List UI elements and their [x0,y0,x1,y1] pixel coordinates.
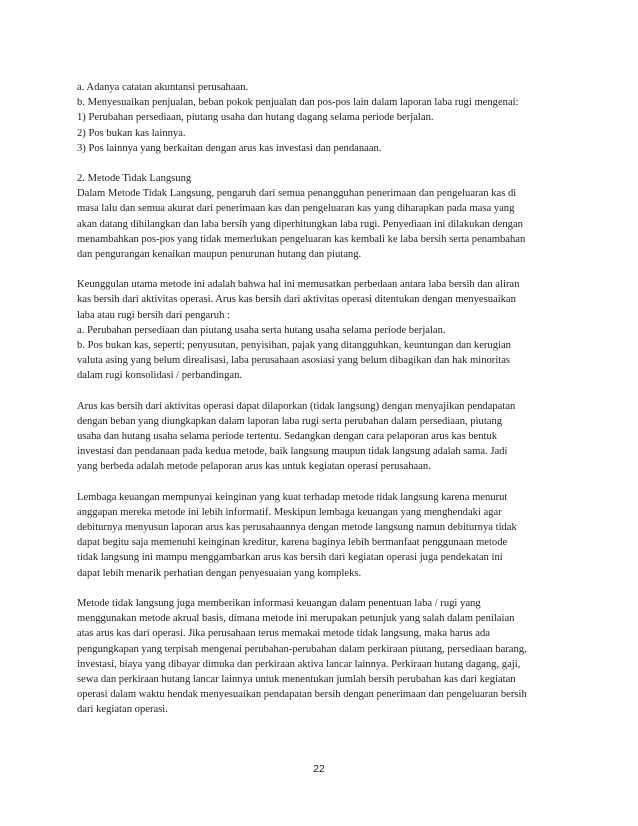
paragraph-gap [77,581,566,596]
text-line: b. Pos bukan kas, seperti; penyusutan, penyisihan, pajak yang ditangguhkan, keuntungan dan kerugian [77,340,511,352]
text-line: operasi dalam waktu hendak menyesuaikan pendapatan bersih dengan penerimaan dan pengeluaran bersih [77,689,527,701]
paragraph-block-4 [77,399,566,475]
text-line: Arus kas bersih dari aktivitas operasi dapat dilaporkan (tidak langsung) dengan menyajikan pendapatan [77,400,516,412]
text-line: dan pengurangan kenaikan maupun penurunan hutang dan piutang. [77,249,362,261]
text-line: a. Adanya catatan akuntansi perusahaan. [77,82,249,93]
text-line: Lembaga keuangan mempunyai keinginan yang kuat terhadap metode tidak langsung karena menurut [77,491,508,503]
text-line: dari kegiatan operasi. [77,704,168,716]
text-line: yang berbeda adalah metode pelaporan arus kas untuk kegiatan operasi perusahaan. [77,461,431,473]
text-line: 2) Pos bukan kas lainnya. [77,127,186,139]
paragraph-gap [77,384,566,399]
text-line: debiturnya menyusun laporan arus kas perusahaannya dengan metode langsung namun debiturnya tidak [77,522,517,534]
text-line: menambahkan pos-pos yang tidak memerlukan pengeluaran kas kembali ke laba bersih serta penambahan [77,233,526,245]
paragraph-block-2 [77,171,566,262]
text-line: 3) Pos lainnya yang berkaitan dengan arus kas investasi dan pendanaan. [77,142,382,154]
section-heading: 2. Metode Tidak Langsung [77,173,192,185]
text-line: investasi, biaya yang dibayar dimuka dan perkiraan aktiva lancar lainnya. Perkiraan hutang dagang, gaji, [77,658,521,670]
paragraph-block-3 [77,277,566,383]
paragraph-block-1 [77,80,566,156]
text-line: laba atau rugi bersih dari pengaruh : [77,309,230,321]
paragraph-block-5 [77,490,566,581]
text-line: valuta asing yang belum direalisasi, laba perusahaan asosiasi yang belum dibagikan dan hak minoritas [77,355,511,367]
text-line: menggunakan metode akrual basis, dimana metode ini merupakan petunjuk yang salah dalam penilaian [77,613,515,625]
text-line: dalam rugi konsolidasi / perbandingan. [77,370,243,382]
paragraph-gap [77,475,566,490]
text-line: b. Menyesuaikan penjualan, beban pokok penjualan dan pos-pos lain dalam laporan laba rugi mengenai: [77,97,519,109]
page-number: 22 [313,763,325,775]
text-line: usaha dan hutang usaha selama periode tertentu. Sedangkan dengan cara pelaporan arus kas bentuk [77,431,498,443]
text-line: dapat begitu saja memenuhi keinginan kreditur, karena baginya lebih bermanfaat penggunaan metode [77,537,508,549]
text-line: tidak langsung ini mampu menggambarkan arus kas bersih dari kegiatan operasi juga pendekatan ini [77,552,503,564]
text-line: kas bersih dari aktivitas operasi. Arus kas bersih dari aktivitas operasi ditentukan dengan menyesuaikan [77,294,516,306]
text-line: anggapan mereka metode ini lebih informatif. Meskipun lembaga keuangan yang menghendaki agar [77,506,502,518]
text-line: masa lalu dan semua akurat dari penerimaan kas dan pengeluaran kas yang diharapkan pada masa yang [77,203,515,215]
text-line: dengan beban yang diungkapkan dalam laporan laba rugi serta perubahan dalam persediaan, piutang [77,415,503,427]
text-line: Keunggulan utama metode ini adalah bahwa hal ini memusatkan perbedaan antara laba bersih dan aliran [77,279,520,291]
paragraph-gap [77,156,566,171]
text-line: pengungkapan yang terpisah mengenai perubahan-perubahan dalam perkiraan piutang, persediaan barang, [77,643,527,655]
text-line: sewa dan perkiraan hutang lancar lainnya untuk menentukan jumlah bersih perubahan kas dari kegiatan [77,673,516,685]
document-body [77,80,566,718]
paragraph-gap [77,262,566,277]
text-line: Dalam Metode Tidak Langsung, pengaruh dari semua penangguhan penerimaan dan pengeluaran kas di [77,188,517,200]
text-line: akan datang dihilangkan dan laba bersih yang diperhitungkan laba rugi. Penyediaan ini dilakukan dengan [77,218,523,230]
text-line: dapat lebih menarik perhatian dengan penyesuaian yang kompleks. [77,567,362,579]
text-line: Metode tidak langsung juga memberikan informasi keuangan dalam penentuan laba / rugi yang [77,597,481,609]
paragraph-block-6 [77,596,566,718]
text-line: a. Perubahan persediaan dan piutang usaha serta hutang usaha selama periode berjalan. [77,324,446,336]
text-line: investasi dan pendanaan pada kedua metode, baik langsung maupun tidak langsung adalah sama. Jadi [77,446,508,458]
text-line: 1) Perubahan persediaan, piutang usaha dan hutang dagang selama periode berjalan. [77,112,434,124]
text-line: atas arus kas dari operasi. Jika perusahaan terus memakai metode tidak langsung, maka harus ada [77,628,491,640]
